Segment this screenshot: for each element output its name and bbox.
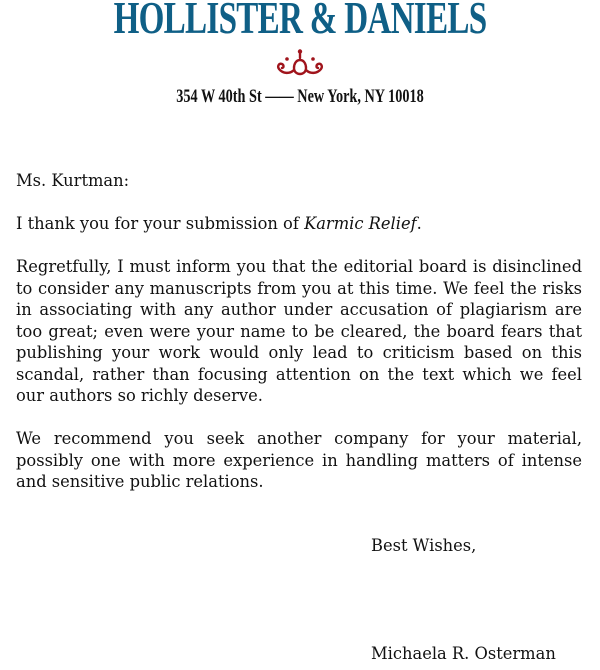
closing: Best Wishes, <box>371 536 477 555</box>
scroll-ornament-icon <box>275 48 325 78</box>
company-name: HOLLISTER & DANIELS <box>113 0 487 43</box>
thanks-paragraph <box>16 213 582 235</box>
letter-body <box>16 170 582 514</box>
thanks-period: . <box>416 214 422 233</box>
signature-name: Michaela R. Osterman <box>371 644 556 663</box>
book-title: Karmic Relief <box>304 214 417 233</box>
recommendation-paragraph: We recommend you seek another company for your material, possibly one with more experience in handling matters of intense and sensitive public relations. <box>16 429 582 491</box>
thanks-text: I thank you for your submission of <box>16 214 305 233</box>
salutation: Ms. Kurtman: <box>16 171 130 190</box>
company-address: 354 W 40th St —— New York, NY 10018 <box>176 86 424 107</box>
rejection-paragraph: Regretfully, I must inform you that the editorial board is disinclined to consider any manuscripts from you at this time. We feel the risks in associating with any author under accusation of plagiarism are too great; even were your name to be cleared, the board fears that publishing your work would only lead to criticism based on this scandal, rather than focusing attention on the text which we feel our authors so richly deserve. <box>16 257 582 405</box>
